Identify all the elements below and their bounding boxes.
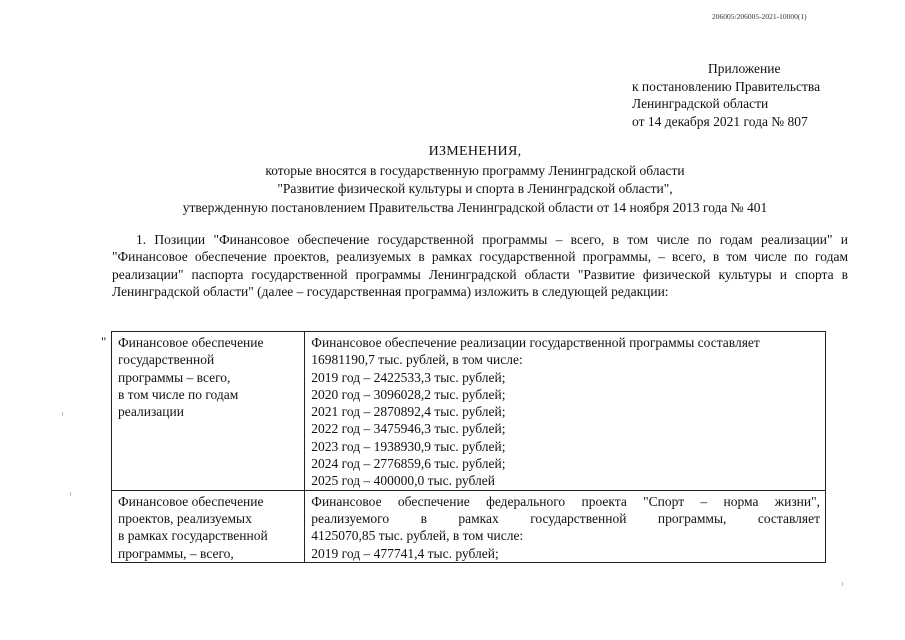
table-cell-label bbox=[112, 490, 305, 562]
scan-speck bbox=[842, 582, 843, 586]
document-title bbox=[90, 143, 860, 217]
cell-line: 4125070,85 тыс. рублей, в том числе: bbox=[311, 528, 524, 544]
appendix-line: Приложение bbox=[708, 61, 781, 76]
cell-line: Финансовое обеспечение bbox=[118, 335, 264, 350]
cell-line: 2023 год – 1938930,9 тыс. рублей; bbox=[311, 438, 506, 454]
opening-quote-mark: " bbox=[101, 334, 107, 349]
cell-line: 2019 год – 477741,4 тыс. рублей; bbox=[311, 545, 499, 561]
cell-line: 2021 год – 2870892,4 тыс. рублей; bbox=[311, 404, 506, 420]
cell-line: Финансовое обеспечение bbox=[118, 493, 264, 509]
program-table bbox=[111, 331, 826, 563]
appendix-line: Ленинградской области bbox=[632, 96, 769, 111]
scan-speck bbox=[70, 492, 71, 496]
cell-line: программы, – всего, bbox=[118, 545, 234, 561]
cell-line: реализации bbox=[118, 404, 184, 420]
table-row bbox=[112, 490, 826, 562]
cell-line: государственной bbox=[118, 352, 215, 368]
cell-line: реализуемого в рамках государственной программы, составляет bbox=[311, 510, 820, 526]
cell-line: 2020 год – 3096028,2 тыс. рублей; bbox=[311, 386, 506, 402]
cell-line: Финансовое обеспечение федерального проекта "Спорт – норма жизни", bbox=[311, 493, 820, 509]
document-id: 206005/206005-2021-10000(1) bbox=[712, 12, 807, 21]
table-row bbox=[112, 332, 826, 491]
appendix-block bbox=[632, 60, 892, 130]
cell-line: проектов, реализуемых bbox=[118, 510, 252, 526]
table-cell-value bbox=[305, 490, 826, 562]
cell-line: 2024 год – 2776859,6 тыс. рублей; bbox=[311, 456, 506, 472]
cell-line: в рамках государственной bbox=[118, 528, 268, 544]
cell-line: программы – всего, bbox=[118, 369, 231, 385]
paragraph-text: 1. Позиции "Финансовое обеспечение государственной программы – всего, в том числе по годам реализации" и "Финансовое обеспечение проектов, реализуемых в рамках государственной программы, – всего, в том числе по годам реализации" паспорта государственной программы Ленинградской области "Развитие физической культуры и спорта в Ленинградской области" (далее – государственная программа) изложить в следующей редакции: bbox=[112, 232, 848, 299]
title-heading: ИЗМЕНЕНИЯ, bbox=[428, 144, 522, 159]
title-line: которые вносятся в государственную программу Ленинградской области bbox=[265, 162, 685, 178]
title-line: утвержденную постановлением Правительства Ленинградской области от 14 ноября 2013 года № 401 bbox=[182, 199, 768, 215]
cell-line: 2025 год – 400000,0 тыс. рублей bbox=[311, 473, 495, 489]
cell-line: 2022 год – 3475946,3 тыс. рублей; bbox=[311, 421, 506, 437]
cell-line: Финансовое обеспечение реализации государственной программы составляет bbox=[311, 335, 760, 350]
cell-line: 16981190,7 тыс. рублей, в том числе: bbox=[311, 352, 523, 368]
cell-line: в том числе по годам bbox=[118, 386, 239, 402]
body-paragraph bbox=[112, 231, 848, 300]
table-cell-value bbox=[305, 332, 826, 491]
appendix-line: к постановлению Правительства bbox=[632, 78, 821, 94]
scan-speck bbox=[62, 412, 63, 416]
table-cell-label bbox=[112, 332, 305, 491]
appendix-line: от 14 декабря 2021 года № 807 bbox=[632, 113, 808, 129]
cell-line: 2019 год – 2422533,3 тыс. рублей; bbox=[311, 369, 506, 385]
title-line: "Развитие физической культуры и спорта в Ленинградской области", bbox=[277, 181, 673, 196]
